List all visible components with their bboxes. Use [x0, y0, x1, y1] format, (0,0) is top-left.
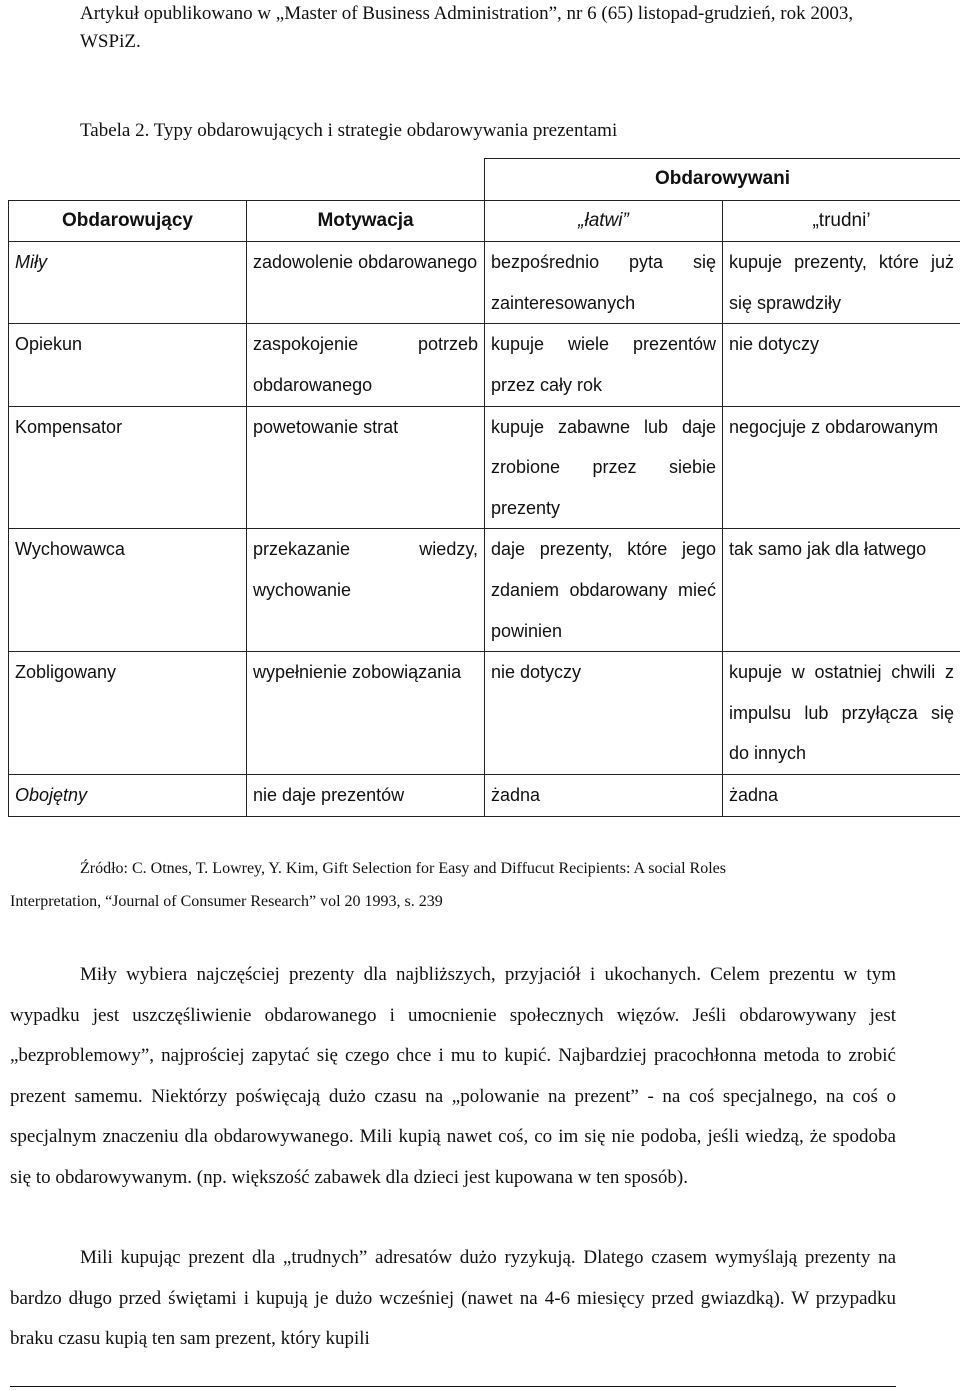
gift-strategies-table	[8, 158, 960, 817]
cell-easy: bezpośrednio pyta się zainteresowanych	[485, 242, 723, 324]
cell-type: Kompensator	[9, 406, 247, 529]
table-row	[9, 652, 960, 775]
col-header-hard: „trudni’	[723, 200, 960, 242]
cell-hard: tak samo jak dla łatwego	[723, 529, 960, 652]
cell-hard: negocjuje z obdarowanym	[723, 406, 960, 529]
table-group-header-row	[9, 159, 960, 201]
cell-easy: żadna	[485, 774, 723, 816]
cell-type: Zobligowany	[9, 652, 247, 775]
source-line-1: Źródło: C. Otnes, T. Lowrey, Y. Kim, Gift Selection for Easy and Diffucut Recipients: A social Roles	[80, 860, 726, 877]
cell-easy: kupuje zabawne lub daje zrobione przez siebie prezenty	[485, 406, 723, 529]
cell-hard: kupuje prezenty, które już się sprawdziły	[723, 242, 960, 324]
table-source	[10, 852, 910, 918]
table-header-row	[9, 200, 960, 242]
table-row	[9, 774, 960, 816]
cell-motivation: zaspokojenie potrzeb obdarowanego	[247, 324, 485, 406]
cell-type: Wychowawca	[9, 529, 247, 652]
cell-type: Opiekun	[9, 324, 247, 406]
cell-type: Obojętny	[9, 774, 247, 816]
paragraph-text: Miły wybiera najczęściej prezenty dla najbliższych, przyjaciół i ukochanych. Celem prezentu w tym wypadku jest uszczęśliwienie obdarowanego i umocnienie społecznych więzów. Jeśli obdarowywany jest „bezproblemowy”, najprościej zapytać się czego chce i mu to kupić. Najbardziej pracochłonna metoda to zrobić prezent samemu. Niektórzy poświęcają dużo czasu na „polowanie na prezent” - na coś specjalnego, na coś o specjalnym znaczeniu dla obdarowywanego. Mili kupią nawet coś, co im się nie podoba, jeśli wiedzą, że spodoba się to obdarowywanym. (np. większość zabawek dla dzieci jest kupowana w ten sposób).	[10, 964, 896, 1188]
footnote-separator	[10, 1386, 896, 1387]
cell-easy: nie dotyczy	[485, 652, 723, 775]
col-header-motivation: Motywacja	[247, 200, 485, 242]
table-row	[9, 324, 960, 406]
source-line-2: Interpretation, “Journal of Consumer Research” vol 20 1993, s. 239	[10, 893, 443, 910]
cell-hard: nie dotyczy	[723, 324, 960, 406]
cell-motivation: powetowanie strat	[247, 406, 485, 529]
table-row	[9, 242, 960, 324]
blank-cell	[9, 159, 485, 201]
article-header: Artykuł opublikowano w „Master of Business Administration”, nr 6 (65) listopad-grudzień, rok 2003, WSPiZ.	[80, 3, 854, 52]
cell-motivation: zadowolenie obdarowanego	[247, 242, 485, 324]
cell-easy: daje prezenty, które jego zdaniem obdarowany mieć powinien	[485, 529, 723, 652]
cell-hard: żadna	[723, 774, 960, 816]
body-paragraph	[10, 955, 896, 1199]
group-header-cell: Obdarowywani	[485, 159, 960, 201]
cell-motivation: przekazanie wiedzy, wychowanie	[247, 529, 485, 652]
cell-motivation: wypełnienie zobowiązania	[247, 652, 485, 775]
table-caption: Tabela 2. Typy obdarowujących i strategie obdarowywania prezentami	[80, 120, 618, 141]
cell-hard: kupuje w ostatniej chwili z impulsu lub przyłącza się do innych	[723, 652, 960, 775]
cell-motivation: nie daje prezentów	[247, 774, 485, 816]
cell-type: Miły	[9, 242, 247, 324]
col-header-giver: Obdarowujący	[9, 200, 247, 242]
table-row	[9, 529, 960, 652]
cell-easy: kupuje wiele prezentów przez cały rok	[485, 324, 723, 406]
col-header-easy: „łatwi”	[485, 200, 723, 242]
body-paragraph	[10, 1238, 896, 1360]
paragraph-text: Mili kupując prezent dla „trudnych” adresatów dużo ryzykują. Dlatego czasem wymyślają prezenty na bardzo długo przed świętami i kupują je dużo wcześniej (nawet na 4-6 miesięcy przed gwiazdką). W przypadku braku czasu kupią ten sam prezent, który kupili	[10, 1247, 896, 1350]
table-row	[9, 406, 960, 529]
